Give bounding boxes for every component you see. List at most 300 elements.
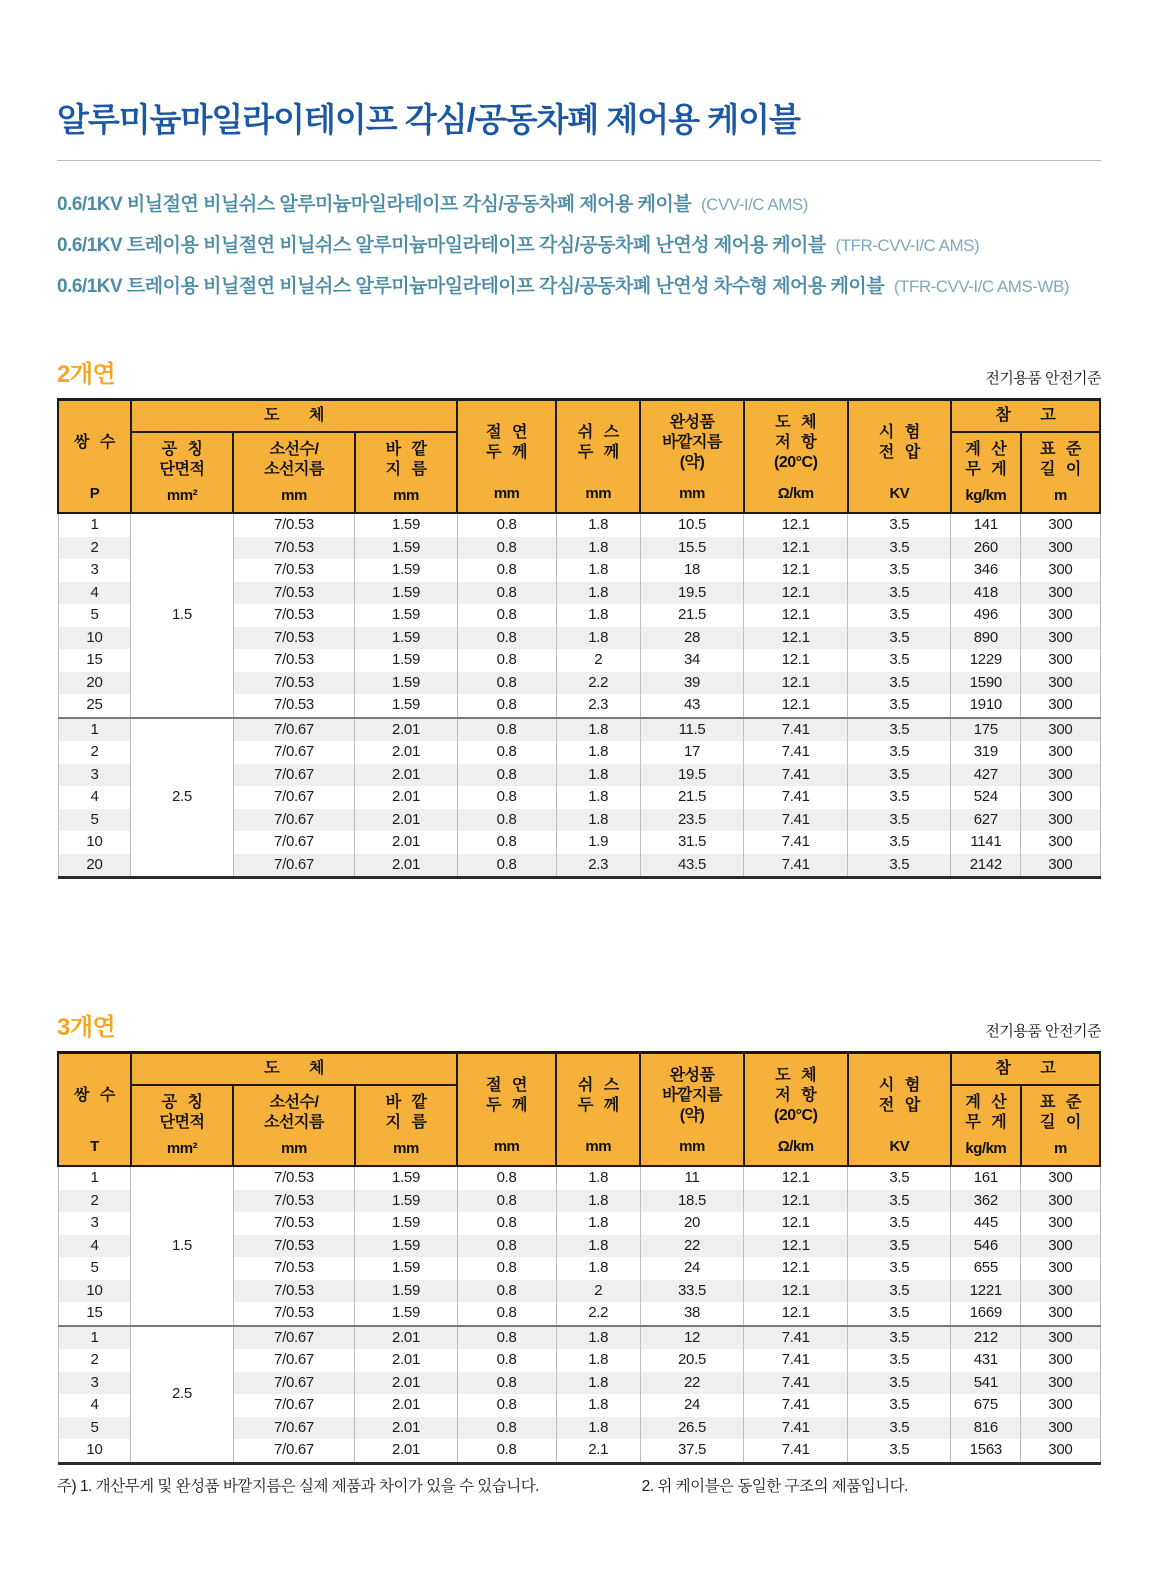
cell-sheath: 1.8 — [556, 1235, 640, 1258]
header-unit-resist: Ω/km — [777, 1138, 814, 1155]
col-header-test — [848, 1053, 951, 1167]
col-header-weight — [951, 432, 1021, 513]
cell-strands: 7/0.53 — [233, 582, 355, 605]
cell-area: 1.5 — [131, 1166, 233, 1326]
cell-sheath: 1.8 — [556, 1166, 640, 1190]
cell-sheath: 1.8 — [556, 1190, 640, 1213]
header-unit-area: mm² — [166, 487, 198, 504]
col-header-length — [1021, 432, 1100, 513]
cell-resist: 7.41 — [744, 1349, 848, 1372]
col-header-strands — [233, 1085, 355, 1166]
header-cell-ins: 절 연 두 께 mm — [458, 1054, 555, 1161]
cell-test: 3.5 — [848, 1166, 951, 1190]
cell-strands: 7/0.53 — [233, 649, 355, 672]
footnotes — [57, 1474, 1101, 1496]
header-cell-resist: 도 체 저 항 (20°C) Ω/km — [745, 1054, 847, 1161]
cell-weight: 655 — [951, 1257, 1021, 1280]
cell-weight: 496 — [951, 604, 1021, 627]
cell-od: 1.59 — [355, 1257, 457, 1280]
cell-pairs: 25 — [58, 694, 131, 718]
cell-od: 2.01 — [355, 1372, 457, 1395]
cell-sheath: 2.2 — [556, 672, 640, 695]
cell-od: 2.01 — [355, 786, 457, 809]
col-header-od — [355, 432, 457, 513]
cell-weight: 1590 — [951, 672, 1021, 695]
cell-weight: 260 — [951, 537, 1021, 560]
cell-sheath: 1.8 — [556, 1326, 640, 1350]
cell-pairs: 3 — [58, 559, 131, 582]
cell-strands: 7/0.53 — [233, 604, 355, 627]
cell-finished: 24 — [640, 1257, 743, 1280]
cell-resist: 12.1 — [744, 1190, 848, 1213]
cell-finished: 20 — [640, 1212, 743, 1235]
cell-ins: 0.8 — [457, 764, 556, 787]
header-unit-sheath: mm — [585, 485, 612, 502]
header-cell-area: 공 칭 단면적 mm² — [132, 1086, 232, 1163]
cell-pairs: 20 — [58, 854, 131, 878]
cell-weight: 418 — [951, 582, 1021, 605]
header-unit-test: KV — [889, 1138, 910, 1155]
cell-od: 1.59 — [355, 694, 457, 718]
cell-strands: 7/0.53 — [233, 537, 355, 560]
cell-test: 3.5 — [848, 1394, 951, 1417]
section-header — [57, 354, 1101, 389]
header-unit-finished: mm — [679, 485, 705, 502]
cell-test: 3.5 — [848, 604, 951, 627]
cell-finished: 21.5 — [640, 786, 743, 809]
cell-length: 300 — [1021, 1280, 1100, 1303]
cell-test: 3.5 — [848, 1349, 951, 1372]
cell-pairs: 5 — [58, 809, 131, 832]
cell-weight: 212 — [951, 1326, 1021, 1350]
header-cell-pairs: 쌍 수 T — [59, 1054, 130, 1161]
cell-finished: 15.5 — [640, 537, 743, 560]
cell-length: 300 — [1021, 1394, 1100, 1417]
cell-test: 3.5 — [848, 582, 951, 605]
cell-od: 2.01 — [355, 1439, 457, 1463]
cell-pairs: 4 — [58, 786, 131, 809]
cell-sheath: 1.8 — [556, 582, 640, 605]
header-cell-finished: 완성품 바깥지름 (약) mm — [641, 401, 742, 508]
cell-ins: 0.8 — [457, 672, 556, 695]
header-unit-strands: mm — [281, 1140, 307, 1157]
cell-od: 2.01 — [355, 1417, 457, 1440]
cell-weight: 890 — [951, 627, 1021, 650]
cell-pairs: 3 — [58, 1212, 131, 1235]
cell-weight: 319 — [951, 741, 1021, 764]
header-unit-test: KV — [889, 485, 910, 502]
cell-od: 1.59 — [355, 1212, 457, 1235]
cell-weight: 175 — [951, 718, 1021, 742]
cell-od: 2.01 — [355, 718, 457, 742]
cell-pairs: 1 — [58, 513, 131, 537]
table-row — [58, 1326, 1100, 1350]
header-cell-strands: 소선수/ 소선지름 mm — [234, 1086, 354, 1163]
cell-finished: 43 — [640, 694, 743, 718]
cell-sheath: 1.8 — [556, 1349, 640, 1372]
cell-sheath: 2.1 — [556, 1439, 640, 1463]
cell-length: 300 — [1021, 1257, 1100, 1280]
col-header-pairs — [58, 1053, 131, 1167]
cell-test: 3.5 — [848, 764, 951, 787]
col-header-ins — [457, 400, 556, 514]
cell-length: 300 — [1021, 582, 1100, 605]
cell-ins: 0.8 — [457, 1212, 556, 1235]
cell-strands: 7/0.67 — [233, 786, 355, 809]
cell-length: 300 — [1021, 649, 1100, 672]
header-cell-pairs: 쌍 수 P — [59, 401, 130, 508]
header-unit-finished: mm — [679, 1138, 705, 1155]
spec-table-2개연 — [57, 398, 1101, 879]
cell-resist: 7.41 — [744, 741, 848, 764]
cell-weight: 1229 — [951, 649, 1021, 672]
cell-od: 2.01 — [355, 741, 457, 764]
cell-resist: 7.41 — [744, 786, 848, 809]
cell-ins: 0.8 — [457, 831, 556, 854]
col-header-resist — [744, 1053, 848, 1167]
cell-length: 300 — [1021, 513, 1100, 537]
cell-weight: 1221 — [951, 1280, 1021, 1303]
cell-finished: 18 — [640, 559, 743, 582]
cell-length: 300 — [1021, 718, 1100, 742]
cell-length: 300 — [1021, 1190, 1100, 1213]
cell-test: 3.5 — [848, 694, 951, 718]
cell-weight: 546 — [951, 1235, 1021, 1258]
cell-ins: 0.8 — [457, 1235, 556, 1258]
cell-strands: 7/0.67 — [233, 718, 355, 742]
cell-length: 300 — [1021, 694, 1100, 718]
cell-resist: 7.41 — [744, 1417, 848, 1440]
col-group-reference: 참 고 — [951, 400, 1100, 433]
page-title: 알루미늄마일라이테이프 각심/공동차폐 제어용 케이블 — [57, 101, 800, 138]
cell-od: 2.01 — [355, 809, 457, 832]
cell-strands: 7/0.53 — [233, 1235, 355, 1258]
cell-test: 3.5 — [848, 537, 951, 560]
header-cell-ins: 절 연 두 께 mm — [458, 401, 555, 508]
cell-length: 300 — [1021, 854, 1100, 878]
cell-pairs: 2 — [58, 537, 131, 560]
header-unit-ins: mm — [493, 1138, 520, 1155]
header-cell-test: 시 험 전 압 KV — [849, 401, 950, 508]
col-header-pairs — [58, 400, 131, 514]
header-cell-length: 표 준 길 이 m — [1022, 1086, 1099, 1163]
cell-pairs: 5 — [58, 604, 131, 627]
cell-weight: 1669 — [951, 1302, 1021, 1326]
col-header-finished — [640, 1053, 743, 1167]
cell-od: 1.59 — [355, 582, 457, 605]
cell-od: 2.01 — [355, 764, 457, 787]
cell-pairs: 15 — [58, 649, 131, 672]
spec-table-container — [57, 398, 1101, 879]
section-2pair — [57, 354, 1101, 879]
cell-pairs: 10 — [58, 1439, 131, 1463]
cell-sheath: 2 — [556, 649, 640, 672]
cell-pairs: 5 — [58, 1417, 131, 1440]
header-unit-pairs: T — [90, 1138, 99, 1155]
section-header — [57, 1007, 1101, 1042]
header-unit-length: m — [1053, 487, 1067, 504]
table-row — [58, 513, 1100, 537]
cell-weight: 427 — [951, 764, 1021, 787]
cell-sheath: 1.8 — [556, 764, 640, 787]
cell-test: 3.5 — [848, 1417, 951, 1440]
col-header-sheath — [556, 400, 640, 514]
cell-sheath: 1.8 — [556, 809, 640, 832]
cell-resist: 12.1 — [744, 1257, 848, 1280]
col-header-ins — [457, 1053, 556, 1167]
cell-finished: 26.5 — [640, 1417, 743, 1440]
cell-resist: 7.41 — [744, 809, 848, 832]
header-cell-resist: 도 체 저 항 (20°C) Ω/km — [745, 401, 847, 508]
cell-finished: 31.5 — [640, 831, 743, 854]
cell-resist: 12.1 — [744, 582, 848, 605]
cell-resist: 12.1 — [744, 1212, 848, 1235]
cell-weight: 431 — [951, 1349, 1021, 1372]
footnote-2: 2. 위 케이블은 동일한 구조의 제품입니다. — [641, 1477, 908, 1495]
cell-strands: 7/0.53 — [233, 559, 355, 582]
cell-finished: 22 — [640, 1235, 743, 1258]
header-unit-resist: Ω/km — [777, 485, 814, 502]
cell-length: 300 — [1021, 1235, 1100, 1258]
cell-ins: 0.8 — [457, 1372, 556, 1395]
cell-resist: 7.41 — [744, 854, 848, 878]
cell-ins: 0.8 — [457, 513, 556, 537]
cell-pairs: 15 — [58, 1302, 131, 1326]
cell-od: 2.01 — [355, 1326, 457, 1350]
cell-resist: 12.1 — [744, 627, 848, 650]
cell-weight: 2142 — [951, 854, 1021, 878]
cell-ins: 0.8 — [457, 582, 556, 605]
header-cell-od: 바 깥 지 름 mm — [356, 1086, 456, 1163]
cell-finished: 24 — [640, 1394, 743, 1417]
cell-finished: 12 — [640, 1326, 743, 1350]
cell-ins: 0.8 — [457, 854, 556, 878]
cell-finished: 34 — [640, 649, 743, 672]
cell-sheath: 1.8 — [556, 627, 640, 650]
cell-test: 3.5 — [848, 854, 951, 878]
header-cell-sheath: 쉬 스 두 께 mm — [557, 1054, 639, 1161]
cell-strands: 7/0.53 — [233, 694, 355, 718]
col-group-conductor: 도 체 — [131, 400, 457, 433]
cell-resist: 7.41 — [744, 764, 848, 787]
cell-strands: 7/0.67 — [233, 809, 355, 832]
cell-resist: 12.1 — [744, 1166, 848, 1190]
cell-weight: 445 — [951, 1212, 1021, 1235]
cell-ins: 0.8 — [457, 1349, 556, 1372]
product-subtitle-list — [57, 191, 1101, 300]
col-header-strands — [233, 432, 355, 513]
cell-sheath: 2 — [556, 1280, 640, 1303]
cell-strands: 7/0.67 — [233, 1349, 355, 1372]
subtitle-text: 0.6/1KV 비닐절연 비닐쉬스 알루미늄마일라테이프 각심/공동차폐 제어용 케이블 — [57, 194, 692, 215]
cell-pairs: 2 — [58, 1190, 131, 1213]
catalog-page — [0, 100, 1158, 1582]
cell-ins: 0.8 — [457, 1302, 556, 1326]
cell-sheath: 2.3 — [556, 694, 640, 718]
cell-test: 3.5 — [848, 786, 951, 809]
footnote-1: 주) 1. 개산무게 및 완성품 바깥지름은 실제 제품과 차이가 있을 수 있습니다. — [57, 1477, 539, 1495]
cell-od: 1.59 — [355, 604, 457, 627]
cell-weight: 161 — [951, 1166, 1021, 1190]
cell-strands: 7/0.67 — [233, 1394, 355, 1417]
cell-ins: 0.8 — [457, 559, 556, 582]
subtitle-code: (TFR-CVV-I/C AMS-WB) — [893, 277, 1069, 296]
cell-resist: 12.1 — [744, 1302, 848, 1326]
cell-resist: 7.41 — [744, 1372, 848, 1395]
header-unit-area: mm² — [166, 1140, 198, 1157]
cell-resist: 12.1 — [744, 604, 848, 627]
cell-finished: 11.5 — [640, 718, 743, 742]
header-unit-ins: mm — [493, 485, 520, 502]
cell-weight: 1910 — [951, 694, 1021, 718]
cell-test: 3.5 — [848, 1235, 951, 1258]
cell-finished: 43.5 — [640, 854, 743, 878]
cell-resist: 12.1 — [744, 559, 848, 582]
cell-finished: 17 — [640, 741, 743, 764]
col-header-weight — [951, 1085, 1021, 1166]
cell-finished: 19.5 — [640, 582, 743, 605]
cell-sheath: 2.2 — [556, 1302, 640, 1326]
cell-strands: 7/0.67 — [233, 1417, 355, 1440]
cell-od: 1.59 — [355, 559, 457, 582]
cell-length: 300 — [1021, 741, 1100, 764]
cell-weight: 541 — [951, 1372, 1021, 1395]
cell-od: 2.01 — [355, 1349, 457, 1372]
cell-od: 1.59 — [355, 1280, 457, 1303]
cell-length: 300 — [1021, 672, 1100, 695]
cell-finished: 11 — [640, 1166, 743, 1190]
cell-length: 300 — [1021, 809, 1100, 832]
cell-ins: 0.8 — [457, 537, 556, 560]
cell-ins: 0.8 — [457, 718, 556, 742]
cell-od: 1.59 — [355, 627, 457, 650]
col-header-sheath — [556, 1053, 640, 1167]
cell-weight: 362 — [951, 1190, 1021, 1213]
cell-length: 300 — [1021, 764, 1100, 787]
cell-resist: 12.1 — [744, 1235, 848, 1258]
cell-ins: 0.8 — [457, 809, 556, 832]
cell-resist: 12.1 — [744, 1280, 848, 1303]
cell-test: 3.5 — [848, 649, 951, 672]
cell-strands: 7/0.67 — [233, 1439, 355, 1463]
cell-strands: 7/0.53 — [233, 1257, 355, 1280]
header-cell-finished: 완성품 바깥지름 (약) mm — [641, 1054, 742, 1161]
col-header-area — [131, 432, 233, 513]
cell-pairs: 10 — [58, 1280, 131, 1303]
cell-ins: 0.8 — [457, 1280, 556, 1303]
cell-test: 3.5 — [848, 1212, 951, 1235]
cell-pairs: 1 — [58, 1326, 131, 1350]
header-unit-od: mm — [393, 1140, 419, 1157]
cell-finished: 20.5 — [640, 1349, 743, 1372]
cell-test: 3.5 — [848, 718, 951, 742]
title-divider — [57, 160, 1101, 161]
table-row — [58, 718, 1100, 742]
cell-ins: 0.8 — [457, 1190, 556, 1213]
cell-weight: 141 — [951, 513, 1021, 537]
col-group-reference: 참 고 — [951, 1053, 1100, 1086]
cell-weight: 1141 — [951, 831, 1021, 854]
cell-ins: 0.8 — [457, 1394, 556, 1417]
header-unit-sheath: mm — [585, 1138, 612, 1155]
cell-resist: 7.41 — [744, 1439, 848, 1463]
standard-note: 전기용품 안전기준 — [985, 370, 1101, 387]
cell-od: 1.59 — [355, 649, 457, 672]
cell-od: 1.59 — [355, 1190, 457, 1213]
cell-length: 300 — [1021, 604, 1100, 627]
cell-pairs: 10 — [58, 831, 131, 854]
cell-test: 3.5 — [848, 1439, 951, 1463]
spec-table-container — [57, 1051, 1101, 1465]
cell-resist: 7.41 — [744, 1394, 848, 1417]
cell-weight: 627 — [951, 809, 1021, 832]
cell-sheath: 1.8 — [556, 1394, 640, 1417]
cell-sheath: 1.8 — [556, 559, 640, 582]
cell-test: 3.5 — [848, 1190, 951, 1213]
header-unit-pairs: P — [89, 485, 100, 502]
cell-pairs: 1 — [58, 1166, 131, 1190]
cell-length: 300 — [1021, 1302, 1100, 1326]
col-header-area — [131, 1085, 233, 1166]
cell-test: 3.5 — [848, 513, 951, 537]
cell-test: 3.5 — [848, 1280, 951, 1303]
cell-length: 300 — [1021, 1212, 1100, 1235]
cell-od: 1.59 — [355, 1166, 457, 1190]
cell-od: 1.59 — [355, 672, 457, 695]
cell-pairs: 20 — [58, 672, 131, 695]
cell-pairs: 3 — [58, 764, 131, 787]
cell-finished: 28 — [640, 627, 743, 650]
cell-length: 300 — [1021, 786, 1100, 809]
product-subtitle — [57, 232, 1101, 259]
col-group-conductor: 도 체 — [131, 1053, 457, 1086]
cell-finished: 22 — [640, 1372, 743, 1395]
cell-test: 3.5 — [848, 831, 951, 854]
cell-strands: 7/0.53 — [233, 1166, 355, 1190]
cell-finished: 19.5 — [640, 764, 743, 787]
cell-finished: 39 — [640, 672, 743, 695]
cell-weight: 675 — [951, 1394, 1021, 1417]
col-header-finished — [640, 400, 743, 514]
cell-sheath: 1.8 — [556, 718, 640, 742]
cell-resist: 12.1 — [744, 513, 848, 537]
subtitle-code: (TFR-CVV-I/C AMS) — [835, 236, 980, 255]
header-cell-test: 시 험 전 압 KV — [849, 1054, 950, 1161]
cell-length: 300 — [1021, 831, 1100, 854]
cell-finished: 33.5 — [640, 1280, 743, 1303]
cell-area: 1.5 — [131, 513, 233, 718]
cell-resist: 12.1 — [744, 694, 848, 718]
cell-pairs: 3 — [58, 1372, 131, 1395]
header-cell-strands: 소선수/ 소선지름 mm — [234, 433, 354, 510]
cell-resist: 12.1 — [744, 537, 848, 560]
cell-length: 300 — [1021, 1326, 1100, 1350]
cell-sheath: 1.8 — [556, 1257, 640, 1280]
cell-strands: 7/0.53 — [233, 1280, 355, 1303]
cell-sheath: 1.8 — [556, 1372, 640, 1395]
cell-weight: 1563 — [951, 1439, 1021, 1463]
subtitle-code: (CVV-I/C AMS) — [701, 195, 808, 214]
cell-resist: 7.41 — [744, 1326, 848, 1350]
cell-strands: 7/0.67 — [233, 831, 355, 854]
cell-sheath: 1.9 — [556, 831, 640, 854]
cell-weight: 524 — [951, 786, 1021, 809]
section-3pair — [57, 1007, 1101, 1465]
cell-strands: 7/0.53 — [233, 1190, 355, 1213]
cell-length: 300 — [1021, 627, 1100, 650]
col-header-test — [848, 400, 951, 514]
cell-finished: 38 — [640, 1302, 743, 1326]
